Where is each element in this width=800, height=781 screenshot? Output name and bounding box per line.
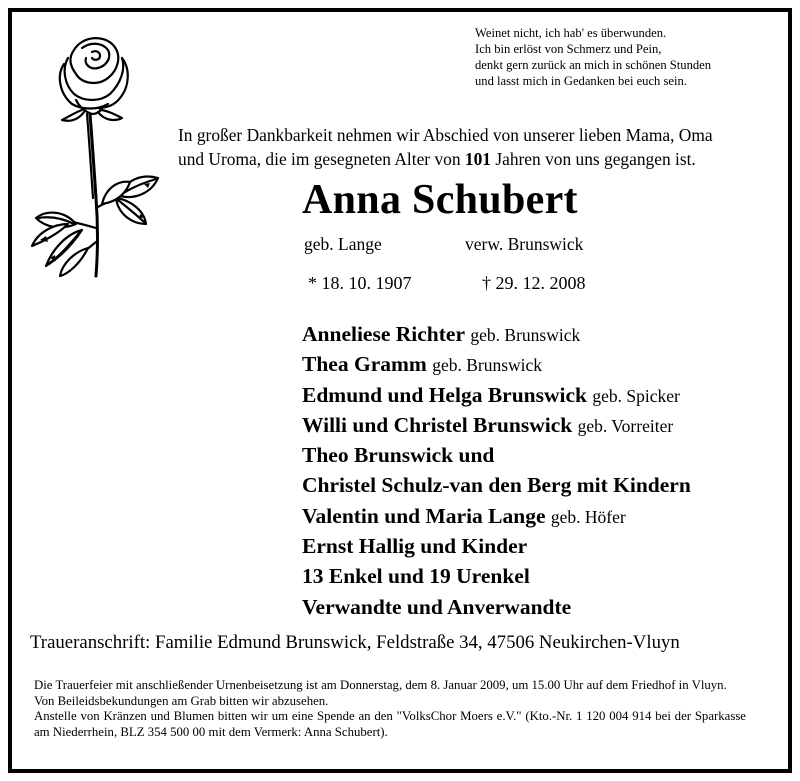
mourner: 13 Enkel und 19 Urenkel [302,564,530,589]
birth-date: * 18. 10. 1907 [308,273,412,293]
note-condolences: Von Beileidsbekundungen am Grab bitten wir abzusehen. [34,693,329,708]
mourner: Ernst Hallig und Kinder [302,534,528,559]
mourners-list [302,320,691,623]
intro-line-2-post: Jahren von uns gegangen ist. [490,149,696,169]
mourner: Valentin und Maria Lange geb. Höfer [302,503,626,528]
intro-line-2-pre: und Uroma, die im gesegneten Alter von [178,149,465,169]
note-donation: Anstelle von Kränzen und Blumen bitten wir um eine Spende an den "VolksChor Moers e.V." (Kto.-Nr. 1 120 004 914 bei der Sparkasse am Niederrhein, BLZ 354 500 00 mit dem Vermerk: Anna Schubert). [34,709,746,739]
deceased-name: Anna Schubert [302,177,578,223]
mourner: Anneliese Richter geb. Brunswick [302,322,581,346]
mourner: Verwandte und Anverwandte [302,594,572,619]
mourner: Theo Brunswick und [302,443,495,468]
intro-line-1: In großer Dankbarkeit nehmen wir Abschied von unserer lieben Mama, Oma [178,125,713,145]
poem [475,25,711,89]
intro-line-2 [178,147,713,171]
mourner: Christel Schulz-van den Berg mit Kindern [302,473,691,498]
mourning-address: Traueranschrift: Familie Edmund Brunswick, Feldstraße 34, 47506 Neukirchen-Vluyn [30,632,680,653]
mourner: Thea Gramm geb. Brunswick [302,352,543,377]
age: 101 [464,149,491,169]
mourner: Willi und Christel Brunswick geb. Vorreiter [302,412,674,437]
poem-line: Weinet nicht, ich hab' es überwunden. [475,26,667,40]
poem-line: denkt gern zurück an mich in schönen Stunden [475,58,712,72]
poem-line: Ich bin erlöst von Schmerz und Pein, [475,42,662,56]
born-name: geb. Lange [304,234,382,254]
intro-text [178,123,713,171]
death-date: † 29. 12. 2008 [482,273,586,293]
notes [34,678,746,740]
note-ceremony: Die Trauerfeier mit anschließender Urnenbeisetzung ist am Donnerstag, dem 8. Januar 2009, um 15.00 Uhr auf dem Friedhof in Vluyn. [34,678,727,692]
widowed-name: verw. Brunswick [465,234,584,254]
poem-line: und lasst mich in Gedanken bei euch sein. [475,74,687,88]
rose-icon [22,28,162,278]
mourner: Edmund und Helga Brunswick geb. Spicker [302,382,680,407]
